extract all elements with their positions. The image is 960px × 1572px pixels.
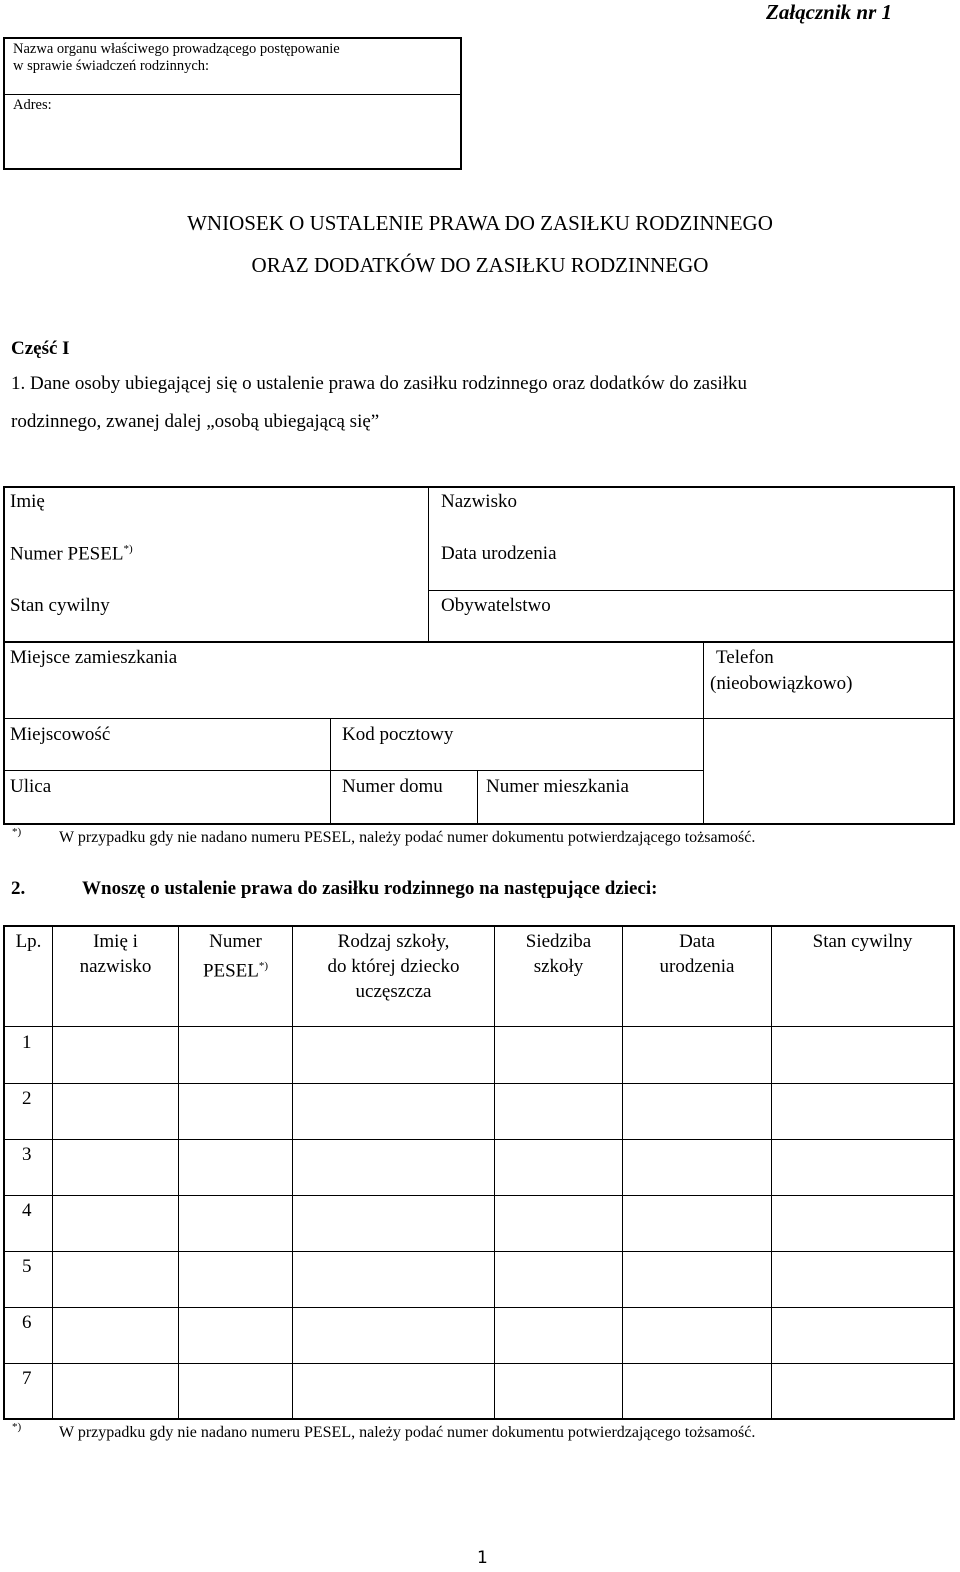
footnote2-mark: *) [12,1421,22,1433]
attachment-label: Załącznik nr 1 [766,0,893,24]
apartment-number-label: Numer mieszkania [486,776,629,797]
city-label: Miejscowość [10,724,111,745]
organ-name-label-line1: Nazwa organu właściwego prowadzącego postępowanie [13,41,340,57]
organ-box [3,37,462,170]
first-name-label: Imię [10,491,45,512]
row-number: 6 [22,1312,32,1333]
organ-address-label: Adres: [13,97,52,113]
phone-label-line1: Telefon [716,647,774,668]
footnote2-text: W przypadku gdy nie nadano numeru PESEL, należy podać numer dokumentu potwierdzającego tożsamość. [59,1424,756,1441]
row-number: 1 [22,1032,32,1053]
col-pesel-header: Numer PESEL*) [202,931,269,982]
phone-label-line2: (nieobowiązkowo) [710,673,853,694]
form-title-line2: ORAZ DODATKÓW DO ZASIŁKU RODZINNEGO [251,253,709,277]
organ-name-label-line2: w sprawie świadczeń rodzinnych: [13,58,210,74]
organ-box-divider [5,94,460,95]
form-title-line1: WNIOSEK O USTALENIE PRAWA DO ZASIŁKU RODZINNEGO [187,211,773,235]
house-number-label: Numer domu [342,776,443,797]
col-lp-header: Lp. [15,931,42,952]
pesel-label: Numer PESEL*) [10,543,133,565]
street-label: Ulica [10,776,52,797]
footnote1-mark: *) [12,826,22,838]
section1-heading-line1: 1. Dane osoby ubiegającej się o ustalenie prawa do zasiłku rodzinnego oraz dodatków do zasiłku [11,373,748,394]
section2-heading: Wnoszę o ustalenie prawa do zasiłku rodzinnego na następujące dzieci: [82,878,658,899]
col-school-type-header: Rodzaj szkoły, do której dziecko uczęszcza [327,931,460,1002]
row-number: 7 [22,1368,32,1389]
footnote1-text: W przypadku gdy nie nadano numeru PESEL, należy podać numer dokumentu potwierdzającego tożsamość. [59,829,756,846]
residence-label: Miejsce zamieszkania [10,647,178,668]
col-school-seat-header: Siedziba szkoły [525,931,592,977]
pesel-footnote-mark: *) [123,543,133,555]
col-marital-status-header: Stan cywilny [812,931,913,952]
postal-code-label: Kod pocztowy [342,724,454,745]
citizenship-label: Obywatelstwo [441,595,551,616]
row-number: 3 [22,1144,32,1165]
row-number: 2 [22,1088,32,1109]
row-number: 4 [22,1200,32,1221]
birth-date-label: Data urodzenia [441,543,557,564]
section1-heading-line2: rodzinnego, zwanej dalej „osobą ubiegającą się” [11,411,380,432]
section2-number: 2. [11,878,26,899]
marital-status-label: Stan cywilny [10,595,110,616]
col-name-header: Imię i nazwisko [79,931,152,977]
part-heading: Część I [11,338,70,359]
col-birth-date-header: Data urodzenia [659,931,735,977]
last-name-label: Nazwisko [441,491,517,512]
row-number: 5 [22,1256,32,1277]
page-number: 1 [477,1548,488,1568]
